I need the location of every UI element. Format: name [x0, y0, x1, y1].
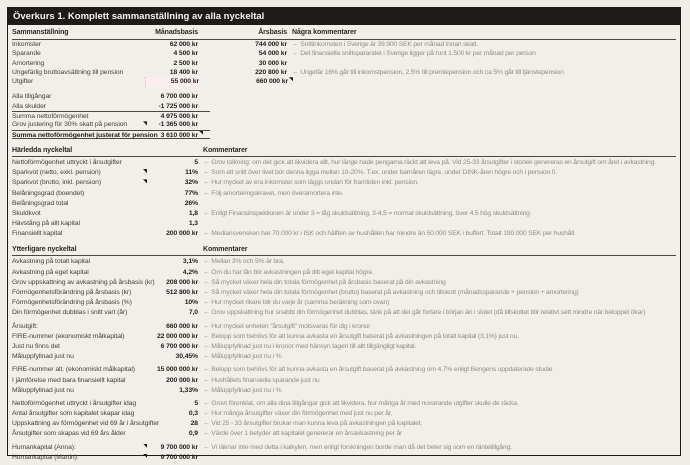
row-label — [12, 376, 145, 386]
table-row — [12, 130, 210, 139]
yearly-value-cell — [198, 68, 287, 77]
row-value-cell — [145, 399, 198, 409]
row-value: 10% — [184, 299, 198, 307]
row-label — [12, 158, 145, 168]
fire-alt-group — [12, 365, 676, 396]
row-comment: ← Hur mycket av era inkomster som läggs undan för framtiden inkl. pension. — [203, 179, 419, 187]
row-value-cell — [145, 322, 198, 332]
row-label — [12, 219, 145, 229]
row-label-text: Avkastning på totalt kapital — [12, 258, 90, 266]
row-value-cell — [145, 257, 198, 267]
row-value: 200 000 kr — [166, 376, 198, 384]
row-comment: ← Hur mycket rikare blir du varje år (samma beräkning som ovan) — [203, 299, 390, 307]
row-label-text: Grov uppskattning av avkastning på årsbasis (kr) — [12, 278, 155, 286]
row-label-text: Hävstång på allt kapital — [12, 220, 80, 228]
row-comment: ← Vi räknar inte med detta i kalkylen, men enligt forskningen borde man då det beter sig som en räntetillgång. — [203, 443, 512, 451]
row-label — [12, 40, 145, 49]
yearly-value: 744 000 kr — [255, 41, 287, 48]
table-row — [12, 386, 676, 396]
row-value: 0,3 — [188, 410, 198, 418]
table-row — [12, 120, 210, 129]
horizon-group — [12, 399, 676, 440]
summary-table — [12, 40, 676, 86]
row-label — [12, 102, 145, 111]
row-label-text: Måluppfyllnad just nu — [12, 353, 74, 361]
table-row — [12, 399, 676, 409]
table-row — [12, 376, 676, 386]
row-comment: ← Följ amorteringskravet, men överamortera inte. — [203, 189, 344, 197]
yearly-value: 660 000 kr — [256, 78, 288, 86]
row-value: 660 000 kr — [166, 322, 198, 330]
row-label-text: Humankapital (Anna): — [12, 443, 76, 451]
monthly-value: 55 000 kr — [170, 78, 199, 86]
row-label-text: Ungefärlig bruttoavsättning till pension — [12, 68, 124, 76]
row-value-cell — [145, 168, 198, 178]
derived-section-header — [12, 145, 676, 157]
derived-comments-header: Kommentarer — [203, 146, 248, 154]
row-value-cell — [145, 92, 198, 101]
summary-header-yearly: Årsbasis — [258, 29, 287, 36]
row-label — [12, 352, 145, 362]
row-label — [12, 49, 145, 58]
row-label-text: Utgifter — [12, 78, 34, 86]
row-value-cell — [145, 332, 198, 342]
row-label — [12, 322, 145, 332]
table-row — [12, 199, 676, 209]
comment-marker-icon[interactable] — [199, 131, 203, 135]
table-row — [12, 342, 676, 352]
row-label-text: Summa nettoförmögenhet — [12, 113, 89, 121]
row-comment: ← Så mycket växer hela din totala förmögenhet (brutto) baserat på avkastning och tillskott (månadssparande + pension + amortering) — [203, 289, 579, 297]
row-value-cell — [145, 120, 198, 129]
summary-header-row — [12, 27, 676, 40]
monthly-value: 18 400 kr — [169, 68, 198, 76]
row-value: 5 — [194, 399, 198, 407]
row-value: 3,1% — [182, 258, 198, 266]
row-value: 22 000 000 kr — [156, 332, 198, 340]
row-label — [12, 409, 145, 419]
row-value-cell — [145, 158, 198, 168]
row-label — [12, 399, 145, 409]
row-label-text: Belåningsgrad total — [12, 199, 69, 207]
table-row — [12, 308, 676, 318]
row-value-cell — [145, 386, 198, 396]
row-value: 4,2% — [182, 268, 198, 276]
row-value: 4 975 000 kr — [160, 113, 198, 121]
row-value-cell — [145, 189, 198, 199]
row-label-text: Sparkvot (netto, exkl. pension) — [12, 169, 101, 177]
row-value: 15 000 000 kr — [156, 366, 198, 374]
row-value-cell — [145, 365, 198, 375]
monthly-value: 62 000 kr — [169, 41, 198, 48]
table-row — [12, 332, 676, 342]
row-label — [12, 178, 145, 188]
row-value-cell — [145, 219, 198, 229]
row-value-cell — [145, 102, 198, 111]
row-comment: ← Det finansiella snittsparandet i Sverige ligger på runt 1.500 kr per månad per person — [292, 50, 536, 58]
row-comment: ← Grov tolkning: om det gick att likvidera allt, hur länge hade pengarna räckt att leva på. Vid 25-33 årsutgifter i storlek genereras en årsutgift om året i avkastning. — [203, 158, 656, 166]
row-label — [12, 278, 155, 288]
table-row — [12, 429, 676, 439]
table-row — [12, 92, 210, 101]
row-value: -1 725 000 kr — [158, 102, 198, 110]
row-value-cell — [145, 131, 198, 140]
table-row — [12, 111, 210, 120]
row-label-text: I jämförelse med bara finansiellt kapital — [12, 376, 126, 384]
table-row — [12, 365, 676, 375]
table-row — [12, 288, 676, 298]
table-row — [12, 409, 676, 419]
row-value-cell — [145, 453, 198, 463]
row-label-text: Sparkvot (brutto, inkl. pension) — [12, 179, 101, 187]
additional-section-header — [12, 244, 676, 256]
row-label — [12, 386, 145, 396]
row-label — [12, 308, 145, 318]
row-label — [12, 332, 145, 342]
yearly-value-cell — [198, 49, 287, 58]
row-value: 77% — [184, 189, 198, 197]
table-row — [12, 178, 676, 188]
row-comment: ← Så mycket växer hela din totala förmögenhet på årsbasis baserat på din avkastning — [203, 278, 446, 286]
row-label — [12, 268, 145, 278]
row-value: 512 800 kr — [166, 289, 198, 297]
row-comment: ← Hur många årsutgifter växer din förmögenhet med just nu per år. — [203, 410, 393, 418]
row-value-cell — [145, 429, 198, 439]
additional-comments-header: Kommentarer — [203, 246, 248, 254]
row-value-cell — [145, 419, 198, 429]
row-comment: ← Mediansvensken har 70.000 kr i ISK och hälften av hushållen har mindre än 50.000 SEK i buffert. Totalt 190.000 SEK per hushåll. — [203, 230, 576, 238]
table-row — [12, 102, 210, 111]
comment-marker-icon[interactable] — [289, 77, 293, 81]
row-comment: ← Måluppfyllnad just nu i kronor med hänsyn tagen till allt tillgängligt kapital. — [203, 342, 417, 350]
row-value: 1,8 — [188, 209, 198, 217]
row-label-text: Avkastning på eget kapital — [12, 268, 89, 276]
human-capital-group — [12, 443, 676, 463]
row-label-text: Förmögenhetsförändring på årsbasis (%) — [12, 299, 132, 307]
row-comment: ← Värde över 1 betyder att kapitalet genererar en årsavkastning per år — [203, 430, 403, 438]
row-value: 9 700 000 kr — [160, 443, 198, 451]
row-label-text: Alla tillgångar — [12, 93, 52, 101]
row-label — [12, 68, 145, 77]
row-label-text: Just nu finns det — [12, 342, 60, 350]
row-comment: ← Grovt förenklat, om alla dina tillgångar gick att likvidera, hur många år med nuvarande utgifter skulle de räcka. — [203, 399, 519, 407]
row-label-text: Nettoförmögenhet uttryckt i årsutgifter — [12, 158, 122, 166]
row-label-text: Måluppfyllnad just nu — [12, 386, 74, 394]
row-comment: ← Om du har lån blir avkastningen på ditt eget kapital högre. — [203, 268, 374, 276]
row-label-text: Antal årsutgifter som kapitalet skapar idag — [12, 410, 135, 418]
row-value: 200 000 kr — [166, 230, 198, 238]
report-frame — [7, 7, 681, 461]
row-label — [12, 453, 145, 463]
row-comment: ← Hur mycket enheten "årsutgift" motsvaras för dig i kronor — [203, 322, 371, 330]
row-label-text: Finansiellt kapital — [12, 230, 63, 238]
row-comment: ← Måluppfyllnad just nu i % — [203, 386, 282, 394]
table-row — [12, 49, 676, 58]
row-label — [12, 77, 145, 86]
row-value: 3 610 000 kr — [160, 131, 198, 139]
table-row — [12, 40, 676, 49]
row-value: 11% — [185, 169, 198, 177]
row-comment: ← Snittinkomsten i Sverige är 39.900 SEK per månad innan skatt. — [292, 41, 479, 48]
table-row — [12, 219, 676, 229]
derived-header-label: Härledda nyckeltal — [12, 146, 73, 154]
table-row — [12, 209, 676, 219]
row-label-text: Din förmögenhet dubblas i snitt vart (år) — [12, 309, 128, 317]
monthly-value: 4 500 kr — [173, 50, 198, 58]
row-value: 7,0 — [188, 309, 198, 317]
yearly-value-cell — [198, 59, 287, 68]
row-label-text: Belåningsgrad (boendet) — [12, 189, 85, 197]
table-row — [12, 189, 676, 199]
row-value: -1 365 000 kr — [158, 121, 198, 129]
row-label — [12, 257, 145, 267]
row-value-cell — [145, 342, 198, 352]
row-value-cell — [145, 409, 198, 419]
row-comment: ← Belopp som behövs för att kunna avkasta en årsutgift baserat på avkastningen på totalt kapital (3,1%) just nu. — [203, 332, 519, 340]
row-value-cell — [145, 352, 198, 362]
row-value: 0,9 — [188, 430, 198, 438]
monthly-value-cell — [145, 59, 198, 68]
table-row — [12, 322, 676, 332]
row-label — [12, 131, 158, 140]
table-row — [12, 453, 676, 463]
row-label — [12, 288, 145, 298]
row-label — [12, 199, 145, 209]
row-label — [12, 443, 145, 453]
yearly-value: 30 000 kr — [258, 59, 287, 67]
row-label-text: FIRE-nummer (ekonomiskt målkapital) — [12, 332, 125, 340]
table-row — [12, 158, 676, 168]
row-value: 6 700 000 kr — [160, 342, 198, 350]
row-comment: ← Belopp som behövs för att kunna avkasta en årsutgift baserat på avkastning om 4.7% enligt Bengens uppdaterade studie — [203, 366, 553, 374]
table-row — [12, 229, 676, 239]
monthly-value: 2 500 kr — [173, 59, 198, 67]
additional-header-label: Ytterligare nyckeltal — [12, 246, 77, 254]
row-value-cell — [145, 178, 198, 188]
report-title-bar — [8, 8, 680, 25]
row-label — [12, 59, 145, 68]
returns-group — [12, 257, 676, 318]
row-label-text: Alla skulder — [12, 102, 46, 110]
table-row — [12, 278, 676, 288]
row-label-text: FIRE-nummer alt. (ekonomiskt målkapital) — [12, 366, 135, 374]
row-label-text: Summa nettoförmögenhet justerat för pension — [12, 131, 158, 139]
row-comment: ← Som ett snitt över livet bör denna ligga mellan 10-20%. T.ex. under barnåren lägre, under DINK-åren högre och i pension 0. — [203, 169, 558, 177]
row-label — [12, 419, 160, 429]
table-row — [12, 268, 676, 278]
row-value: 28 — [190, 420, 198, 428]
yearly-value-cell — [199, 77, 288, 86]
row-label-text: Amortering — [12, 59, 45, 67]
row-label-text: Inkomster — [12, 41, 41, 48]
table-row — [12, 257, 676, 267]
row-comment: ← Hushållets finansiella sparande just nu — [203, 376, 320, 384]
row-label — [12, 92, 145, 101]
row-label-text: Skuldkvot — [12, 209, 41, 217]
page-title: Överkurs 1. Komplett sammanställning av alla nyckeltal — [13, 11, 265, 22]
row-label-text: Nettoförmögenhet uttryckt i årsutgifter idag — [12, 399, 137, 407]
row-comment: ← Måluppfyllnad just nu i % — [203, 353, 282, 361]
row-value: 208 000 kr — [166, 278, 198, 286]
fire-group — [12, 322, 676, 363]
row-comment: ← Ungefär 16% går till inkomstpension, 2.5% till premiepension och ca 5% går till tjänstepension — [292, 68, 564, 76]
row-value: 1,3 — [188, 220, 198, 228]
row-value-cell — [145, 229, 198, 239]
row-value-cell — [145, 376, 198, 386]
row-value-cell — [145, 199, 198, 209]
row-label-text: Humankapital (Martin): — [12, 453, 79, 461]
row-value-cell — [145, 278, 198, 288]
row-label — [12, 429, 145, 439]
row-comment: ← Enligt Finansinspektionen är under 3 = låg skuldsättning, 3-4,5 = normal skuldsättning, över 4.5 hög skuldsättning — [203, 209, 530, 217]
yearly-value-cell — [198, 40, 287, 49]
row-value: 26% — [184, 199, 198, 207]
summary-header-label: Sammanställning — [12, 29, 69, 36]
row-label-text: Uppskattning av förmögenhet vid 69 år i årsutgifter — [12, 420, 160, 428]
monthly-value-cell — [145, 40, 198, 49]
row-label — [12, 168, 145, 178]
table-row — [12, 298, 676, 308]
yearly-value: 54 000 kr — [258, 50, 287, 58]
row-label — [12, 229, 145, 239]
row-label-text: Årsutgift: — [12, 322, 38, 330]
row-comment: ← Grov uppskattning hur snabbt din förmögenhet dubblas, tänk på att det går fortare i början än i slutet (då tillskottet blir relativt sett mindre när beloppet ökar) — [203, 309, 646, 317]
row-value-cell — [145, 298, 198, 308]
row-value: 6 700 000 kr — [160, 93, 198, 101]
summary-header-comments: Några kommentarer — [292, 29, 357, 36]
row-value-cell — [145, 308, 198, 318]
report-content — [8, 27, 680, 463]
table-row — [12, 443, 676, 453]
table-row — [12, 168, 676, 178]
monthly-value-cell — [145, 68, 198, 77]
monthly-value-cell — [145, 49, 198, 58]
row-label-text: Förmögenhetsförändring på årsbasis (kr) — [12, 289, 132, 297]
row-value-cell — [145, 443, 198, 453]
row-comment: ← Mellan 3% och 5% är bra. — [203, 258, 285, 266]
row-label — [12, 298, 145, 308]
row-comment: ← Vid 25 - 33 årsutgifter brukar man kunna leva på avkastningen på kapitalet. — [203, 420, 423, 428]
row-value-cell — [145, 268, 198, 278]
row-label — [12, 342, 145, 352]
derived-table — [12, 158, 676, 240]
yearly-value: 220 800 kr — [255, 68, 287, 76]
table-row — [12, 352, 676, 362]
monthly-value-cell — [145, 77, 199, 86]
row-value: 1,33% — [179, 386, 198, 394]
row-value: 5 — [194, 158, 198, 166]
row-label-text: Grov justering för 30% skatt på pension — [12, 121, 128, 129]
row-label-text: Sparande — [12, 50, 41, 58]
row-label — [12, 120, 145, 129]
row-label — [12, 365, 145, 375]
summary-header-monthly: Månadsbasis — [155, 29, 198, 36]
row-value-cell — [145, 209, 198, 219]
row-label — [12, 189, 145, 199]
table-row — [12, 68, 676, 77]
net-worth-table — [12, 92, 676, 138]
table-row — [12, 59, 676, 68]
row-value: 32% — [184, 179, 198, 187]
row-label — [12, 209, 145, 219]
row-value: 9 700 000 kr — [160, 453, 198, 461]
row-value: 30,45% — [175, 353, 198, 361]
table-row — [12, 77, 676, 86]
table-row — [12, 419, 676, 429]
row-value-cell — [145, 288, 198, 298]
row-label-text: Årsutgifter som skapas vid 69 års ålder — [12, 430, 126, 438]
